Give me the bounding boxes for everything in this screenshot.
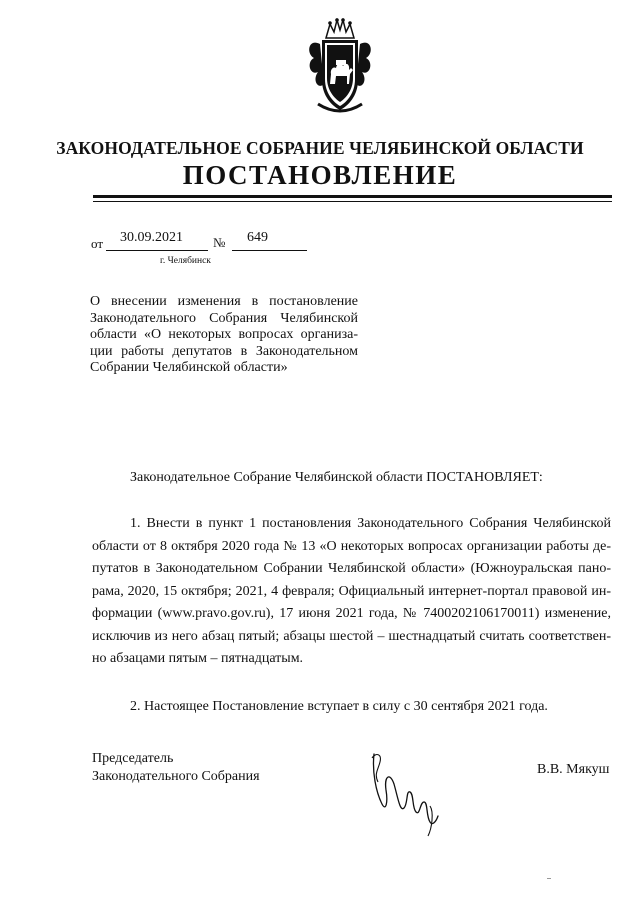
- signer-name: В.В. Мякуш: [537, 762, 610, 777]
- organization-name: ЗАКОНОДАТЕЛЬНОЕ СОБРАНИЕ ЧЕЛЯБИНСКОЙ ОБЛАСТИ: [56, 138, 584, 158]
- document-type-title: ПОСТАНОВЛЕНИЕ: [182, 160, 458, 190]
- resolves-heading: Законодательное Собрание Челябинской области ПОСТАНОВЛЯЕТ:: [130, 470, 543, 485]
- city-label: г. Челябинск: [160, 256, 211, 266]
- paragraph-1: 1. Внести в пункт 1 постановления Законодательного Собрания Челябинской области от 8 октября 2020 года № 13 «О некоторых вопросах организации работы де-путатов в Законодательном Собрании Челябинской области» (Южноуральская пано-рама, 2020, 15 октября; 2021, 4 февраля; Официальный интернет-портал правовой ин-формации (www.pravo.gov.ru), 17 июня 2021 года, № 7400202106170011) изменение, исключив из него абзац пятый; абзацы шестой – шестнадцатый считать соответствен-но абзацами пятым – пятнадцатым.: [92, 516, 611, 666]
- document-subject: О внесении изменения в постановление Законодательного Собрания Челябинской области «О некоторых вопросах организа-ции работы депутатов в Законодательном Собрании Челябинской области»: [90, 294, 358, 375]
- number-underline: [232, 250, 307, 251]
- header-divider-thick: [93, 195, 612, 198]
- document-number: 649: [247, 230, 268, 245]
- date-underline: [106, 250, 208, 251]
- date-label: от: [91, 236, 104, 251]
- signer-title-line2: Законодательного Собрания: [92, 769, 260, 784]
- coat-of-arms-icon: [300, 18, 380, 118]
- document-date: 30.09.2021: [120, 230, 183, 245]
- paragraph-2: 2. Настоящее Постановление вступает в силу с 30 сентября 2021 года.: [130, 699, 548, 714]
- header-divider-thin: [93, 201, 612, 202]
- signer-title: [92, 750, 260, 786]
- signer-title-line1: Председатель: [92, 751, 174, 766]
- number-label: №: [213, 235, 226, 250]
- handwritten-signature-icon: [360, 742, 450, 842]
- scan-artifact: [547, 878, 551, 879]
